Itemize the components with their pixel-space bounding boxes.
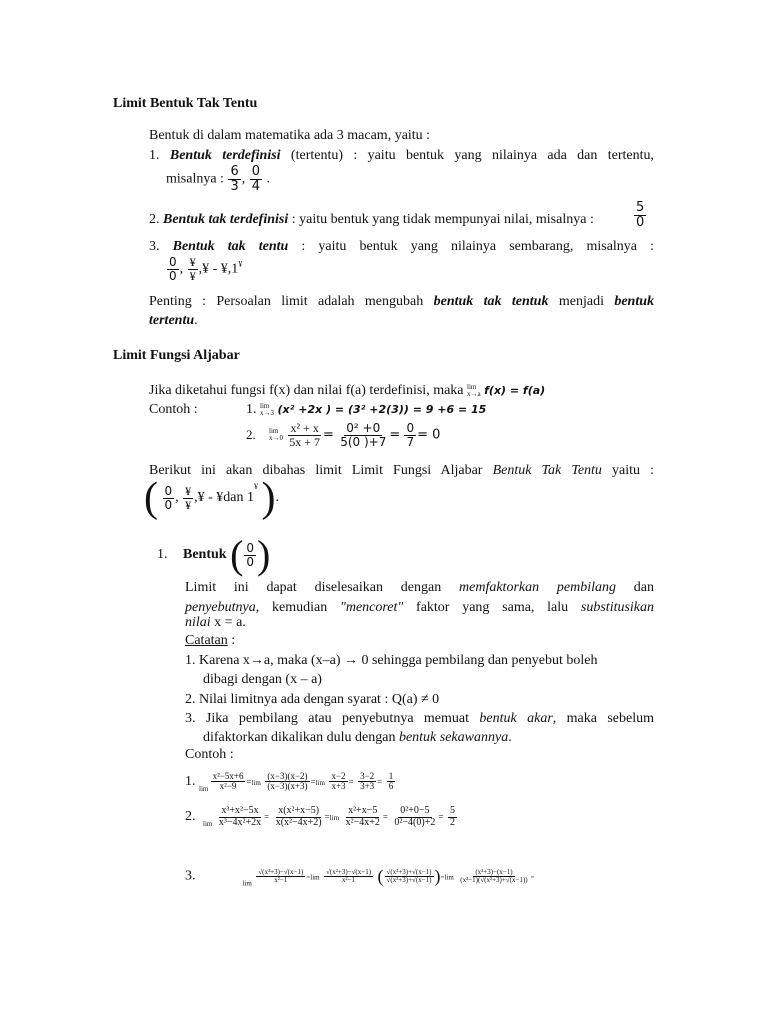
item-1-num: 1.	[149, 148, 160, 163]
sub1-para-line-3	[185, 613, 246, 633]
fraction-numerator: 0	[251, 164, 260, 179]
item-1-rest: (tertentu) : yaitu bentuk yang nilainya ada dan tertentu,	[290, 148, 655, 163]
forms-frac-0-0	[163, 485, 175, 511]
contoh-label: Contoh :	[149, 402, 198, 417]
next-italic: Bentuk Tak Tentu	[492, 463, 602, 478]
section-title-limit-bentuk-tak-tentu: Limit Bentuk Tak Tentu	[113, 96, 258, 111]
note-3-b: , maka sebelum	[552, 711, 655, 726]
note-term-2a: bentuk	[614, 294, 655, 309]
ex2-frac-2	[338, 422, 388, 448]
note-mid: menjadi	[558, 294, 604, 309]
forms-list: ( $\frac{0}{0}$ , $\frac{¥}{¥}$ ,¥ - ¥dan 1¥ ).	[144, 475, 280, 521]
fraction-numerator: 6	[230, 164, 239, 179]
fraction-denominator: ¥	[189, 268, 196, 283]
fraction-0-4	[250, 165, 262, 193]
fraction-6-3	[228, 165, 240, 193]
item-3-rest: : yaitu bentuk yang nilainya sembarang, misalnya :	[301, 239, 655, 254]
intro-formula: f(x) = f(a)	[484, 384, 546, 397]
note-1-text: Karena x→a, maka (x–a) → 0 sehingga pembilang dan penyebut boleh	[199, 653, 598, 668]
example-1-formula: (x² +2x ) = (3² +2(3)) = 9 +6 = 15	[277, 403, 487, 416]
lim-sub: x→0	[269, 434, 283, 443]
note-3-line2-italic: bentuk sekawannya	[398, 730, 509, 745]
note-end: .	[194, 313, 198, 328]
note-3-num: 3.	[185, 711, 196, 726]
fraction-numerator: 0² +0	[346, 421, 381, 435]
lim-label: lim	[467, 382, 477, 391]
note-3-a: Jika pembilang atau penyebutnya memuat	[205, 711, 470, 726]
fraction-numerator: 0	[164, 483, 173, 498]
ex2-frac-3	[404, 422, 416, 448]
catatan-label: Catatan	[185, 633, 228, 648]
item-3-num: 3.	[149, 239, 160, 254]
sub-example-2: 2. $_{lim}$ $\frac{\text{x³+x²−5x}}{\text{x³−4x²+2x}}$ = $\frac{\text{x(x²+x−5)}}{\text{x(x²−4x+2)}}$ =lim $\frac{\text{x²+x−5}}{\text{x²−4x+2}}$ = $\frac{\text{0²+0−5}}{\text{0²−4(0)+2}}$ = $\frac{5}{2}$	[185, 805, 455, 829]
note-3-line2-a: difaktorkan dikalikan dulu dengan	[203, 730, 396, 745]
example-2: 2. lim x→0 $\frac{\text{x² + x}}{5x + 7}$ = $\frac{\text{0² +0}}{5(0 )+7}$ = $\frac{0}{7}$ = 0	[246, 421, 441, 449]
next-suffix: yaitu :	[612, 463, 655, 478]
fraction-denominator: 0	[164, 497, 173, 512]
item-2-rest: : yaitu bentuk yang tidak mempunyai nilai, misalnya :	[291, 212, 594, 227]
para-a-end: dan	[633, 580, 655, 595]
fraction-5-0	[633, 201, 647, 229]
example-1-num: 1.	[246, 402, 257, 417]
fraction-denominator: 7	[406, 434, 415, 449]
para-a: Limit ini dapat diselesaikan dengan	[185, 580, 442, 595]
sub1-para-line-1	[185, 578, 654, 598]
para-b-italic: penyebutnya	[185, 600, 256, 615]
note-2-line	[185, 690, 439, 710]
fraction-denominator: 4	[251, 178, 260, 194]
lim-label: lim	[260, 401, 270, 410]
para-c-italic: nilai	[185, 615, 211, 630]
fraction-denominator: 5x + 7	[289, 434, 321, 449]
item-3-example: $\frac{0}{0}$ , $\frac{¥}{¥}$ ,¥ - ¥,1¥	[169, 255, 243, 283]
para-b-quote: "mencoret"	[339, 600, 404, 615]
forms-tail: ,¥ - ¥dan 1	[194, 490, 255, 505]
para-b: , kemudian	[255, 600, 328, 615]
item-3-tail-sup: ¥	[238, 259, 243, 269]
fraction-denominator: 5(0 )+7	[340, 434, 387, 449]
note-3-line2-b: .	[508, 730, 512, 745]
example-1	[246, 400, 486, 420]
item-2-term: Bentuk tak terdefinisi	[163, 212, 289, 227]
forms-tail-sup: ¥	[254, 482, 259, 492]
sub-example-1-num: 1.	[185, 773, 196, 789]
note-3-line-1	[185, 709, 654, 729]
note-term-2b: tertentu	[149, 313, 195, 328]
subsection-1-label: Bentuk	[183, 547, 227, 562]
fraction-numerator: ¥	[189, 255, 196, 269]
note-2-num: 2.	[185, 692, 196, 707]
example-2-num: 2.	[246, 427, 256, 443]
item-3-term: Bentuk tak tentu	[172, 239, 289, 254]
sub-example-3-num: 3.	[185, 868, 196, 884]
note-1-line-1	[185, 651, 597, 671]
fraction-denominator: 0	[636, 214, 645, 230]
fraction-denominator: 3	[230, 178, 239, 194]
section2-intro	[149, 381, 545, 401]
intro-limit	[467, 381, 545, 401]
fraction-numerator: 0	[169, 255, 177, 269]
next-prefix: Berikut ini akan dibahas limit Limit Fungsi Aljabar	[149, 463, 483, 478]
catatan-colon: :	[227, 633, 236, 648]
para-a-italic: memfaktorkan pembilang	[459, 580, 616, 595]
para-b-italic-2: substitusikan	[580, 600, 655, 615]
sub-example-1: 1. $_{lim}$ $\frac{\text{x²−5x+6}}{\text{x²−9}}$ =lim $\frac{(x-3)(x-2)}{(x-3)(x+3)}$ =lim $\frac{x-2}{x+3}$ = $\frac{3-2}{3+3}$ = $\frac{1}{6}$	[185, 771, 394, 794]
contoh-heading: Contoh :	[185, 747, 234, 762]
forms-end: .	[275, 490, 280, 505]
item-3-line	[149, 237, 654, 257]
fraction-0-0	[167, 256, 179, 282]
para-b-mid: faktor yang sama, lalu	[416, 600, 569, 615]
subsection-1-num: 1.	[157, 547, 168, 562]
fraction-numerator: 0	[246, 540, 255, 555]
fraction-denominator: ¥	[185, 497, 192, 512]
intro-text: Bentuk di dalam matematika ada 3 macam, yaitu :	[149, 128, 431, 143]
note-3-italic: bentuk akar	[479, 711, 553, 726]
item-1-example: misalnya : $\frac{6}{3}$ , $\frac{0}{4}$ .	[166, 164, 270, 194]
lim-label: lim	[269, 427, 279, 436]
item-3-tail: ,¥ - ¥,1	[198, 261, 239, 277]
item-1-line	[149, 146, 654, 166]
lim-sub: x→a	[467, 389, 481, 398]
note-prefix: Penting : Persoalan limit adalah mengubah	[149, 294, 424, 309]
ex2-result: = 0	[417, 427, 441, 443]
ex2-frac-1	[287, 422, 322, 448]
fraction-numerator: x² + x	[290, 421, 319, 435]
note-line-1	[149, 292, 654, 312]
note-1-num: 1.	[185, 653, 196, 668]
section2-intro-text: Jika diketahui fungsi f(x) dan nilai f(a) terdefinisi, maka	[149, 383, 464, 399]
fraction-denominator: 0	[246, 554, 255, 569]
section-title-limit-fungsi-aljabar: Limit Fungsi Aljabar	[113, 348, 240, 363]
sub-example-3: 3. $_{lim}$ $\frac{\text{√(x²+3)−√(x−1)}}{\text{x²−1}}$ =lim $\frac{\text{√(x²+3)−√(x−1)}}{\text{x²−1}}$ ( $\frac{\text{√(x²+3)+√(x−1)}}{\text{√(x²+3)+√(x−1)}}$ )=lim $\frac{\text{(x²+3)−(x−1)}}{\text{(x²−1)(√(x²+3)+√(x−1))}}$ =	[185, 866, 535, 888]
note-2-text: Nilai limitnya ada dengan syarat : Q(a) ≠ 0	[199, 692, 440, 707]
item-2-line	[149, 210, 594, 230]
fraction-inf-inf	[188, 256, 198, 282]
catatan-heading	[185, 631, 235, 651]
item-2-num: 2.	[149, 212, 160, 227]
subsection-1-frac	[244, 542, 256, 568]
fraction-numerator: 5	[636, 200, 645, 215]
fraction-denominator: 0	[169, 268, 177, 283]
subsection-1-heading: 1. Bentuk ( $\frac{0}{0}$ )	[157, 532, 271, 577]
para-c: x = a.	[214, 615, 246, 630]
note-line-2	[149, 311, 198, 331]
fraction-numerator: 0	[406, 421, 415, 435]
note-3-line-2	[203, 728, 512, 748]
item-1-example-prefix: misalnya :	[166, 171, 224, 187]
lim-sub: x→3	[260, 408, 274, 417]
forms-frac-inf-inf	[183, 485, 193, 511]
sub1-para-line-2	[185, 598, 654, 618]
note-term-1: bentuk tak tentuk	[433, 294, 549, 309]
item-1-term: Bentuk terdefinisi	[169, 148, 281, 163]
sub-example-2-num: 2.	[185, 809, 196, 824]
note-1-line-2: dibagi dengan (x – a)	[203, 672, 322, 687]
fraction-numerator: ¥	[185, 483, 192, 498]
